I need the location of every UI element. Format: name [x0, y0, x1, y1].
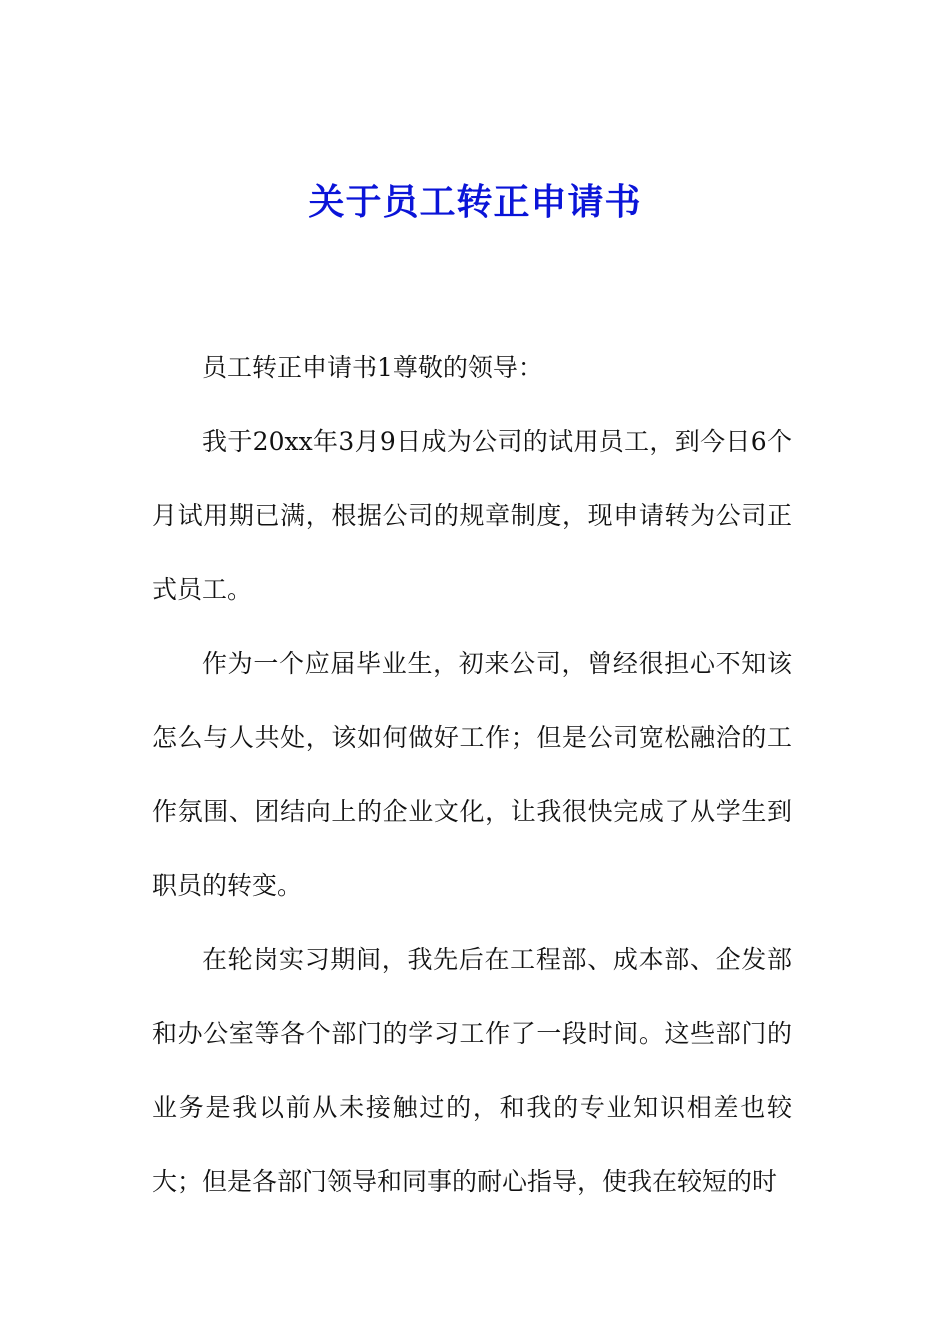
paragraph-adaptation: 作为一个应届毕业生，初来公司，曾经很担心不知该怎么与人共处，该如何做好工作；但是公司宽松融洽的工作氛围、团结向上的企业文化，让我很快完成了从学生到职员的转变。 — [152, 649, 792, 900]
paragraph-application: 我于20xx年3月9日成为公司的试用员工，到今日6个月试用期已满，根据公司的规章制度，现申请转为公司正式员工。 — [152, 427, 792, 604]
paragraph-rotation: 在轮岗实习期间，我先后在工程部、成本部、企发部和办公室等各个部门的学习工作了一段时间。这些部门的业务是我以前从未接触过的，和我的专业知识相差也较大；但是各部门领导和同事的耐心指导，使我在较短的时 — [152, 945, 792, 1196]
document-body — [152, 331, 792, 1219]
document-title: 关于员工转正申请书 — [308, 181, 642, 223]
paragraph-salutation: 员工转正申请书1尊敬的领导： — [202, 353, 543, 382]
